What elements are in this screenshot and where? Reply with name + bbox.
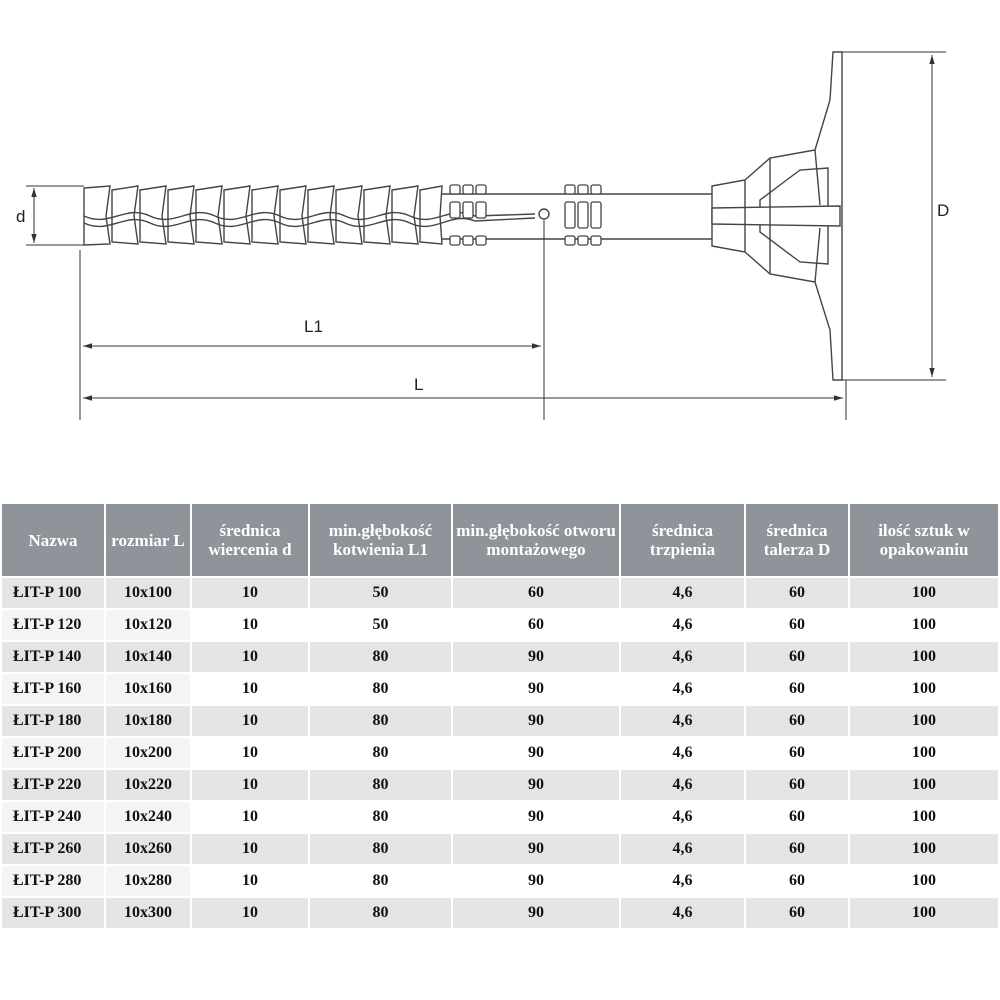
cell-drill-diameter: 10 bbox=[192, 610, 308, 640]
header-anchoring-depth: min.głębokość kotwienia L1 bbox=[310, 504, 451, 576]
header-size: rozmiar L bbox=[106, 504, 190, 576]
header-drill-diameter: średnica wiercenia d bbox=[192, 504, 308, 576]
cell-plate-diameter: 60 bbox=[746, 898, 848, 928]
cell-name: ŁIT-P 300 bbox=[2, 898, 104, 928]
cell-pack-quantity: 100 bbox=[850, 898, 998, 928]
cell-pin-diameter: 4,6 bbox=[621, 834, 744, 864]
table-row bbox=[2, 834, 998, 864]
table-body bbox=[2, 578, 998, 928]
label-L1: L1 bbox=[304, 317, 323, 336]
cell-size: 10x280 bbox=[106, 866, 190, 896]
cell-drill-diameter: 10 bbox=[192, 770, 308, 800]
cell-drill-diameter: 10 bbox=[192, 706, 308, 736]
cell-name: ŁIT-P 180 bbox=[2, 706, 104, 736]
cell-pack-quantity: 100 bbox=[850, 610, 998, 640]
cell-pin-diameter: 4,6 bbox=[621, 578, 744, 608]
cell-pin-diameter: 4,6 bbox=[621, 610, 744, 640]
table-row bbox=[2, 610, 998, 640]
table-header-row bbox=[2, 504, 998, 576]
cell-hole-depth: 90 bbox=[453, 674, 619, 704]
cell-drill-diameter: 10 bbox=[192, 674, 308, 704]
cell-name: ŁIT-P 240 bbox=[2, 802, 104, 832]
cell-name: ŁIT-P 280 bbox=[2, 866, 104, 896]
header-hole-depth: min.głębokość otworu montażowego bbox=[453, 504, 619, 576]
cell-pack-quantity: 100 bbox=[850, 674, 998, 704]
cell-drill-diameter: 10 bbox=[192, 898, 308, 928]
cell-drill-diameter: 10 bbox=[192, 802, 308, 832]
cell-anchoring-depth: 50 bbox=[310, 610, 451, 640]
anchor-technical-drawing bbox=[0, 0, 1000, 470]
cell-name: ŁIT-P 100 bbox=[2, 578, 104, 608]
cell-size: 10x260 bbox=[106, 834, 190, 864]
specification-table bbox=[0, 502, 1000, 930]
cell-plate-diameter: 60 bbox=[746, 610, 848, 640]
cell-size: 10x100 bbox=[106, 578, 190, 608]
header-pin-diameter: średnica trzpienia bbox=[621, 504, 744, 576]
cell-pin-diameter: 4,6 bbox=[621, 866, 744, 896]
cell-hole-depth: 90 bbox=[453, 642, 619, 672]
cell-size: 10x220 bbox=[106, 770, 190, 800]
table-row bbox=[2, 738, 998, 768]
cell-plate-diameter: 60 bbox=[746, 706, 848, 736]
cell-hole-depth: 90 bbox=[453, 770, 619, 800]
cell-pack-quantity: 100 bbox=[850, 706, 998, 736]
cell-name: ŁIT-P 260 bbox=[2, 834, 104, 864]
table-row bbox=[2, 706, 998, 736]
cell-name: ŁIT-P 160 bbox=[2, 674, 104, 704]
cell-hole-depth: 60 bbox=[453, 578, 619, 608]
cell-pack-quantity: 100 bbox=[850, 770, 998, 800]
cell-plate-diameter: 60 bbox=[746, 642, 848, 672]
label-L: L bbox=[414, 375, 424, 394]
cell-size: 10x200 bbox=[106, 738, 190, 768]
cell-plate-diameter: 60 bbox=[746, 834, 848, 864]
label-D: D bbox=[937, 201, 950, 220]
header-plate-diameter: średnica talerza D bbox=[746, 504, 848, 576]
cell-anchoring-depth: 80 bbox=[310, 706, 451, 736]
cell-name: ŁIT-P 220 bbox=[2, 770, 104, 800]
cell-name: ŁIT-P 120 bbox=[2, 610, 104, 640]
cell-size: 10x240 bbox=[106, 802, 190, 832]
cell-pin-diameter: 4,6 bbox=[621, 674, 744, 704]
cell-drill-diameter: 10 bbox=[192, 642, 308, 672]
cell-pack-quantity: 100 bbox=[850, 834, 998, 864]
table-row bbox=[2, 898, 998, 928]
cell-pin-diameter: 4,6 bbox=[621, 802, 744, 832]
cell-hole-depth: 90 bbox=[453, 866, 619, 896]
cell-anchoring-depth: 80 bbox=[310, 642, 451, 672]
table-row bbox=[2, 674, 998, 704]
cell-size: 10x160 bbox=[106, 674, 190, 704]
header-pack-quantity: ilość sztuk w opakowaniu bbox=[850, 504, 998, 576]
cell-anchoring-depth: 80 bbox=[310, 834, 451, 864]
header-name: Nazwa bbox=[2, 504, 104, 576]
cell-plate-diameter: 60 bbox=[746, 866, 848, 896]
cell-drill-diameter: 10 bbox=[192, 738, 308, 768]
anchor-plate-head bbox=[712, 52, 842, 380]
table-row bbox=[2, 642, 998, 672]
cell-anchoring-depth: 80 bbox=[310, 770, 451, 800]
cell-plate-diameter: 60 bbox=[746, 674, 848, 704]
cell-plate-diameter: 60 bbox=[746, 770, 848, 800]
cell-pack-quantity: 100 bbox=[850, 642, 998, 672]
cell-anchoring-depth: 80 bbox=[310, 866, 451, 896]
cell-hole-depth: 90 bbox=[453, 802, 619, 832]
cell-drill-diameter: 10 bbox=[192, 578, 308, 608]
cell-pin-diameter: 4,6 bbox=[621, 706, 744, 736]
cell-size: 10x300 bbox=[106, 898, 190, 928]
cell-anchoring-depth: 80 bbox=[310, 738, 451, 768]
cell-pack-quantity: 100 bbox=[850, 578, 998, 608]
cell-plate-diameter: 60 bbox=[746, 578, 848, 608]
cell-drill-diameter: 10 bbox=[192, 866, 308, 896]
cell-hole-depth: 60 bbox=[453, 610, 619, 640]
cell-name: ŁIT-P 140 bbox=[2, 642, 104, 672]
cell-pin-diameter: 4,6 bbox=[621, 898, 744, 928]
table-row bbox=[2, 802, 998, 832]
cell-pin-diameter: 4,6 bbox=[621, 738, 744, 768]
cell-plate-diameter: 60 bbox=[746, 738, 848, 768]
table-row bbox=[2, 578, 998, 608]
cell-size: 10x180 bbox=[106, 706, 190, 736]
cell-hole-depth: 90 bbox=[453, 898, 619, 928]
cell-hole-depth: 90 bbox=[453, 706, 619, 736]
cell-size: 10x120 bbox=[106, 610, 190, 640]
cell-hole-depth: 90 bbox=[453, 738, 619, 768]
cell-hole-depth: 90 bbox=[453, 834, 619, 864]
cell-anchoring-depth: 50 bbox=[310, 578, 451, 608]
cell-anchoring-depth: 80 bbox=[310, 802, 451, 832]
cell-anchoring-depth: 80 bbox=[310, 674, 451, 704]
table-row bbox=[2, 866, 998, 896]
cell-pin-diameter: 4,6 bbox=[621, 770, 744, 800]
cell-pack-quantity: 100 bbox=[850, 738, 998, 768]
cell-drill-diameter: 10 bbox=[192, 834, 308, 864]
cell-name: ŁIT-P 200 bbox=[2, 738, 104, 768]
cell-size: 10x140 bbox=[106, 642, 190, 672]
table-row bbox=[2, 770, 998, 800]
cell-anchoring-depth: 80 bbox=[310, 898, 451, 928]
cell-pin-diameter: 4,6 bbox=[621, 642, 744, 672]
cell-plate-diameter: 60 bbox=[746, 802, 848, 832]
cell-pack-quantity: 100 bbox=[850, 866, 998, 896]
label-d: d bbox=[16, 207, 26, 226]
cell-pack-quantity: 100 bbox=[850, 802, 998, 832]
